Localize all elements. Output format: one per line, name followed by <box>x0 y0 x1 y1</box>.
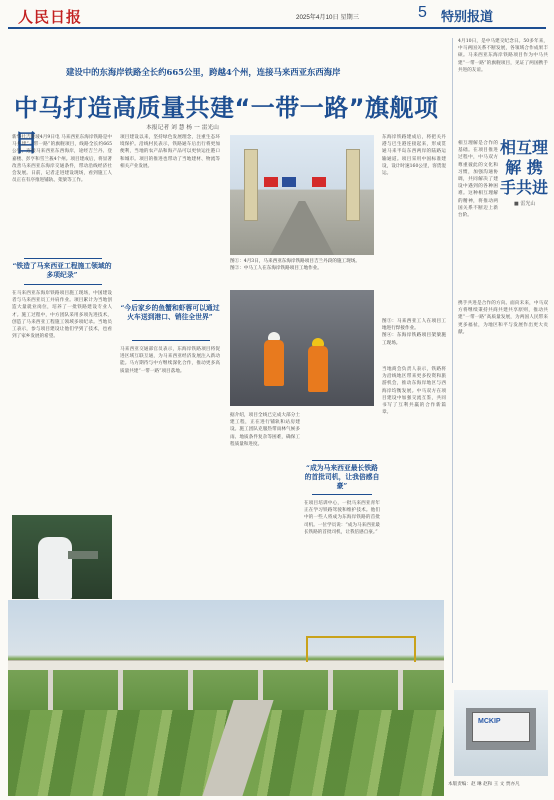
article-kicker: 建设中的东海岸铁路全长约665公里，跨越4个州，连接马来西亚东西海岸 <box>66 67 341 77</box>
article-column-1: 新华社吉隆坡4月9日电 马来西亚东海岸铁路是中马共建“一带一路”的旗舰项目，线路全长约665公里，连接马来西亚东西海岸，途经吉兰丹、登嘉楼、彭亨和雪兰莪4个州。项目建成后，将显著改善马来西亚东海岸交通条件，带动沿线经济社会发展。日前，记者走进建设现场，看到施工人员正在有序推进铺轨、架梁等工作。 <box>12 135 112 184</box>
subhead-rule <box>24 258 102 259</box>
train-logo-mark: MCKIP <box>478 718 501 725</box>
subhead-1: “铁造了马来西亚工程施工领域的多项纪录” <box>12 262 112 279</box>
subhead-rule <box>24 284 102 285</box>
commentary-title: 相互理解 携手共进 <box>499 138 548 197</box>
caption-4: 图④：东海岸铁路项目架梁施工现场。 <box>382 333 446 346</box>
photo-railway-station-gate <box>230 135 374 255</box>
subhead-3: “成为马来西亚最长铁路的首批司机，让我倍感自豪” <box>304 464 380 490</box>
article-column-1b: 在马来西亚东海岸铁路项目施工现场，中国建设者与马来西亚员工并肩作业。项目累计为当地创造大量就业岗位，培养了一批铁路建设专业人才。施工过程中，中方团队采用多项先进技术，创造了马来西亚工程施工领域多项纪录。当地员工表示，参与项目建设让他们学到了技术，也看到了家乡发展的希望。 <box>12 291 112 340</box>
article-column-3b: 在项目培训中心，一批马来西亚青年正在学习铁路驾驶和维护技术。他们中的一些人将成为东海岸铁路的首批司机。一位学员说：“成为马来西亚最长铁路的首批司机，让我倍感自豪。” <box>304 501 380 535</box>
photo-captions <box>230 258 374 288</box>
commentary-text-a: 4月10日，是中马建交纪念日。50多年来，中马两国关系不断发展，各领域合作成果丰硕。马来西亚东海岸铁路项目作为中马共建“一带一路”的旗舰项目，见证了两国携手共进的友谊。 <box>458 39 548 73</box>
article-column-4: 东海岸铁路建成后，将把关丹港与巴生港连接起来，形成贯通马来半岛东西两岸的陆路运输通道。项目采用中国标准建设，设计时速160公里，客货混运。 <box>382 135 446 177</box>
page-number: 5 <box>418 4 427 21</box>
issue-date: 2025年4月10日 星期三 <box>296 14 359 21</box>
caption-3: 图③：马来西亚工人在项目工地进行焊接作业。 <box>382 319 446 332</box>
subhead-2: “今后家乡的鱼蟹和虾蓉可以通过火车送到港口、销往全世界” <box>120 304 220 321</box>
page-editors: 本版责编：赵 琳 赵和 王 文 贾亦凡 <box>448 782 520 787</box>
subhead-rule <box>132 340 210 341</box>
photo-train-logo <box>454 690 548 776</box>
subhead-rule <box>312 494 372 495</box>
article-column-2: 项目建设以来，坚持绿色发展理念，注重生态环境保护。沿线村民表示，铁路通车后出行将更加便利，当地的农产品和海产品可以更快运往港口和城市。项目的推进也带动了当地建材、物流等相关产业发展。 <box>120 135 220 169</box>
caption-1: 图①：4月3日，马来西亚东海岸铁路项目吉兰丹段的施工现场。 <box>230 259 360 264</box>
commentary-text-b: 相互理解是合作的基础。在项目推进过程中，中马双方尊重彼此的文化和习惯，加强沟通协调，共同解决了建设中遇到的各种困难。这种相互理解的精神，将推动两国关系不断迈上新台阶。 <box>458 141 498 219</box>
commentary-author: ■ 雷光山 <box>514 201 536 207</box>
photo-captions-2 <box>382 318 446 362</box>
article-byline: 本报记者 刘 慧 杨 一 雷光山 <box>146 125 219 131</box>
article-headline: 中马打造高质量共建“一带一路”旗舰项目 <box>14 94 439 157</box>
column-divider <box>452 38 453 683</box>
subhead-rule <box>312 460 372 461</box>
article-column-3: 据介绍，项目全线已完成大部分土建工程，正在进行铺轨和站房建设。施工团队克服热带雨林气候多雨、地质条件复杂等困难，确保工程质量和进度。 <box>230 413 300 447</box>
photo-welder <box>12 515 112 599</box>
masthead-rule <box>8 27 546 29</box>
article-column-2b: 马来西亚交通部官员表示，东海岸铁路项目将促进区域互联互通，为马来西亚经济发展注入新动能。马方期待与中方继续深化合作，推动更多高质量共建“一带一路”项目落地。 <box>120 347 220 374</box>
newspaper-logo: 人民日报 <box>18 8 83 26</box>
article-column-4b: 当地商会负责人表示，铁路将为沿线地区带来更多投资和旅游机会，推动东海岸地区与西海岸均衡发展。中马双方在项目建设中加强交流互鉴，共同书写了互利共赢的合作新篇章。 <box>382 367 446 416</box>
photo-workers <box>230 290 374 406</box>
subhead-rule <box>132 300 210 301</box>
commentary-text-c: 携手共进是合作的方向。面向未来，中马双方将继续秉持共商共建共享原则，推动共建“一带一路”高质量发展，为两国人民带来更多福祉，为地区和平与发展作出更大贡献。 <box>458 301 548 335</box>
page-section-name: 特别报道 <box>441 9 494 24</box>
caption-2: 图②：中马工人在东海岸铁路项目工地作业。 <box>230 266 322 272</box>
photo-railway-bridge <box>8 600 444 796</box>
